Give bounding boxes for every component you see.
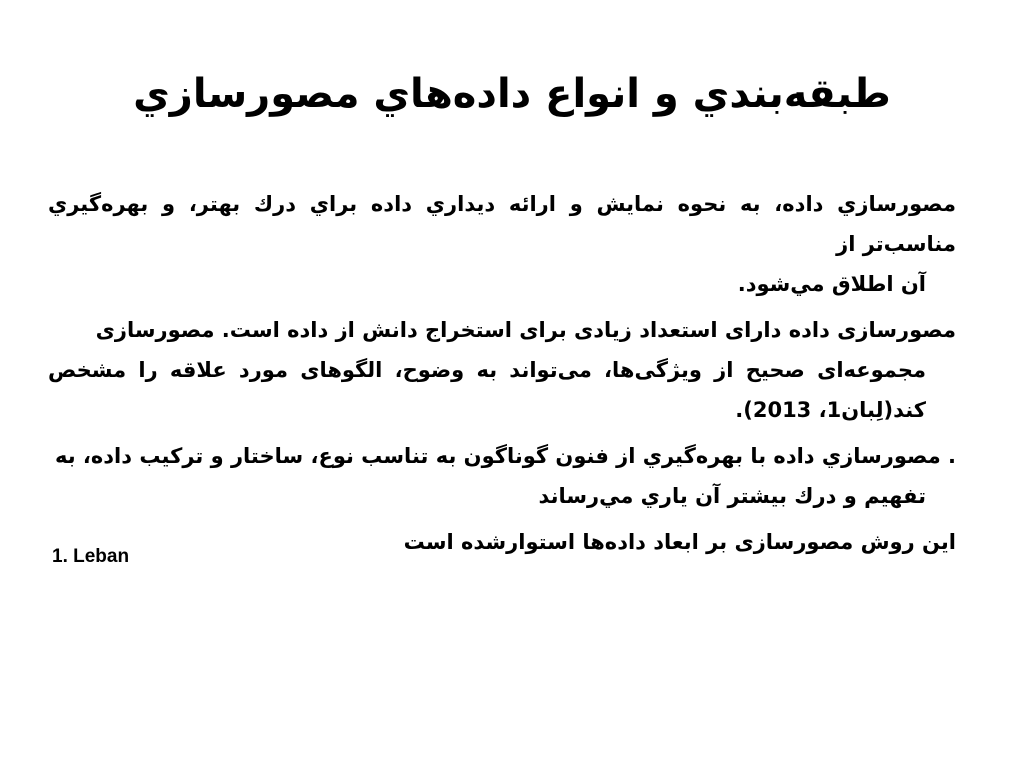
- paragraph-3: [48, 436, 956, 516]
- footnote: 1. Leban: [52, 546, 130, 567]
- paragraph-4-first-line: این روش مصورسازی بر ابعاد داده‌ها استوارشده است: [403, 530, 956, 554]
- paragraph-2-continuation: مجموعه‌ای صحیح از ویژگی‌ها، می‌تواند به وضوح، الگوهای مورد علاقه را مشخص کند(لِبان1، 2013).: [48, 358, 926, 422]
- paragraph-3-first-line: . مصورسازي داده با بهره‌گيري از فنون گوناگون به تناسب نوع، ساختار و تركيب داده، به: [54, 444, 956, 468]
- paragraph-1: [48, 184, 956, 304]
- slide-title: طبقه‌بندي و انواع داده‌هاي مصورسازي: [133, 71, 891, 117]
- paragraph-1-continuation: آن اطلاق مي‌شود.: [737, 272, 926, 296]
- paragraph-2-first-line: مصورسازی داده دارای استعداد زیادی برای استخراج دانش از داده است. مصورسازی: [95, 318, 956, 342]
- paragraph-4: [48, 522, 956, 562]
- paragraph-1-first-line: مصورسازي داده، به نحوه نمايش و ارائه ديداري داده براي درك بهتر، و بهره‌گيري مناسب‌تر از: [48, 192, 956, 256]
- paragraph-3-continuation: تفهيم و درك بيشتر آن ياري مي‌رساند: [538, 484, 926, 508]
- slide-body: [48, 184, 956, 568]
- paragraph-2: [48, 310, 956, 430]
